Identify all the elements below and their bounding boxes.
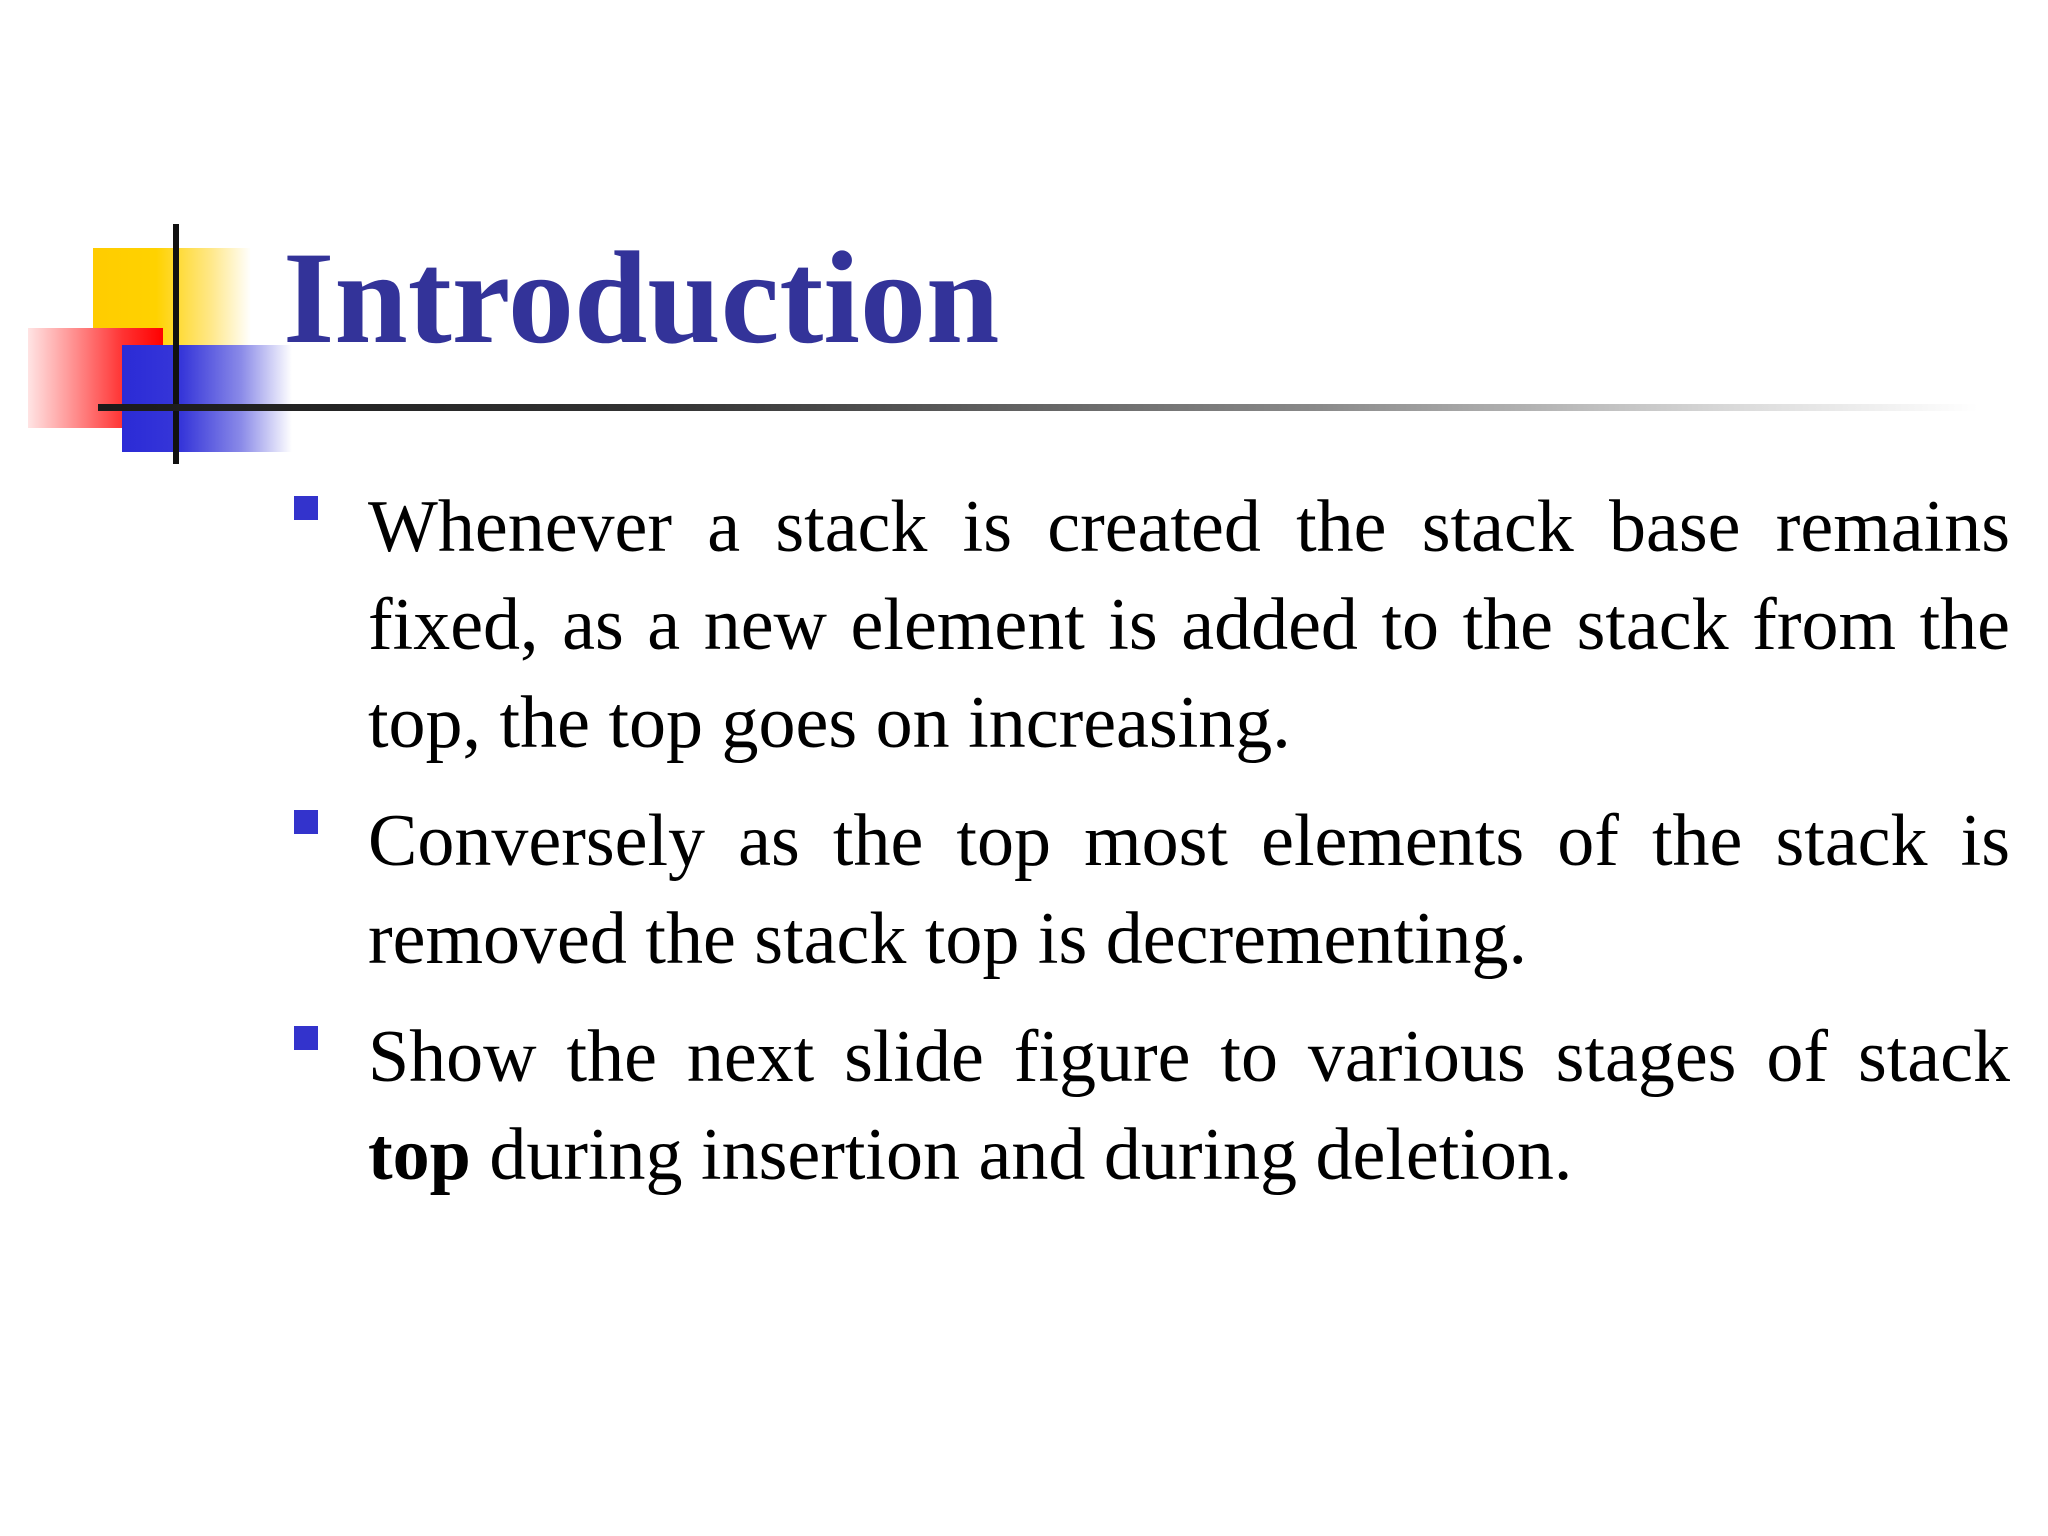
bullet-item-1	[290, 478, 2010, 772]
bullet-text-3-after: during insertion and during deletion.	[470, 1114, 1573, 1196]
decor-vertical-line	[173, 224, 179, 464]
bullet-list	[290, 478, 2010, 1224]
decor-blue-square	[122, 345, 292, 452]
square-bullet-icon	[294, 1026, 318, 1050]
bullet-item-2	[290, 792, 2010, 988]
slide-title: Introduction	[283, 224, 1000, 371]
bullet-text-3-bold: top	[368, 1114, 471, 1196]
bullet-item-3	[290, 1008, 2010, 1204]
bullet-text-2: Conversely as the top most elements of the stack is removed the stack top is decrementing.	[368, 800, 2010, 980]
bullet-text-3-before: Show the next slide figure to various stages of stack	[368, 1016, 2010, 1098]
bullet-text-1: Whenever a stack is created the stack base remains fixed, as a new element is added to the stack from the top, the top goes on increasing.	[368, 486, 2010, 764]
square-bullet-icon	[294, 810, 318, 834]
title-underline	[98, 404, 1978, 411]
square-bullet-icon	[294, 496, 318, 520]
